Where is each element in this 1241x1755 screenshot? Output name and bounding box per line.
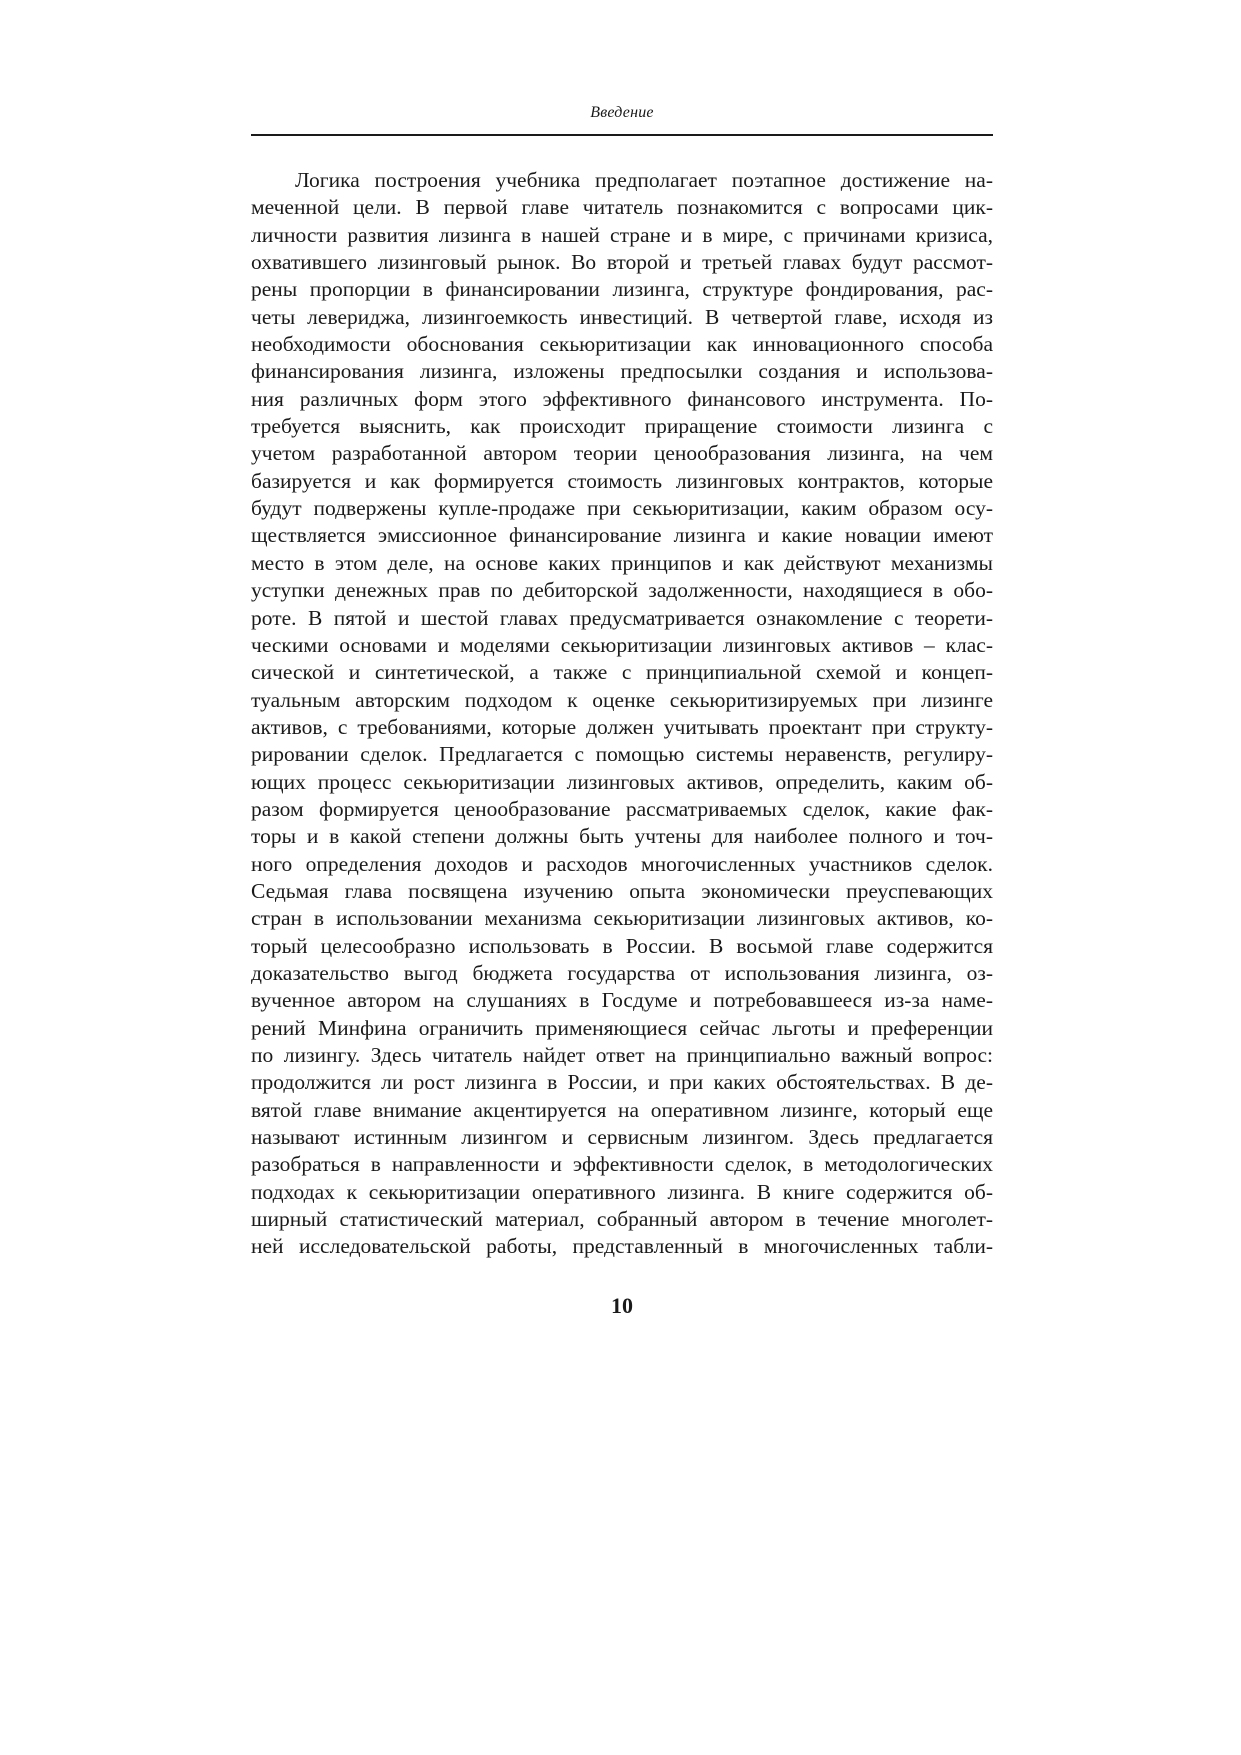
text-line: называют истинным лизингом и сервисным лизингом. Здесь предлагается <box>251 1125 993 1150</box>
text-line: активов, с требованиями, которые должен учитывать проектант при структу- <box>251 714 993 739</box>
text-line: разом формируется ценообразование рассматриваемых сделок, какие фак- <box>251 796 993 821</box>
text-line: ного определения доходов и расходов многочисленных участников сделок. <box>251 851 993 876</box>
text-line: Седьмая глава посвящена изучению опыта экономически преуспевающих <box>251 878 993 903</box>
text-line: торы и в какой степени должны быть учтены для наиболее полного и точ- <box>251 824 993 849</box>
text-line: ческими основами и моделями секьюритизации лизинговых активов – клас- <box>251 632 993 657</box>
text-line: личности развития лизинга в нашей стране и в мире, с причинами кризиса, <box>251 222 993 247</box>
text-line: учетом разработанной автором теории ценообразования лизинга, на чем <box>251 441 993 466</box>
text-line: необходимости обоснования секьюритизации как инновационного способа <box>251 332 993 357</box>
text-line: требуется выяснить, как происходит приращение стоимости лизинга с <box>251 414 993 439</box>
text-line: место в этом деле, на основе каких принципов и как действуют механизмы <box>251 550 993 575</box>
text-line: вятой главе внимание акцентируется на оперативном лизинге, который еще <box>251 1097 993 1122</box>
text-line: уступки денежных прав по дебиторской задолженности, находящиеся в обо- <box>251 578 993 603</box>
text-line: финансирования лизинга, изложены предпосылки создания и использова- <box>251 359 993 384</box>
text-line: доказательство выгод бюджета государства от использования лизинга, оз- <box>251 960 993 985</box>
text-line: роте. В пятой и шестой главах предусматривается ознакомление с теорети- <box>251 605 993 630</box>
text-line: вученное автором на слушаниях в Госдуме и потребовавшееся из-за наме- <box>251 988 993 1013</box>
text-line: ществляется эмиссионное финансирование лизинга и какие новации имеют <box>251 523 993 548</box>
text-line: сической и синтетической, а также с принципиальной схемой и концеп- <box>251 660 993 685</box>
text-line: базируется и как формируется стоимость лизинговых контрактов, которые <box>251 468 993 493</box>
text-line: меченной цели. В первой главе читатель познакомится с вопросами цик- <box>251 195 993 220</box>
text-line: рены пропорции в финансировании лизинга, структуре фондирования, рас- <box>251 277 993 302</box>
text-line: Логика построения учебника предполагает поэтапное достижение на- <box>295 168 993 192</box>
text-line: стран в использовании механизма секьюритизации лизинговых активов, ко- <box>251 906 993 931</box>
text-line: ния различных форм этого эффективного финансового инструмента. По- <box>251 386 993 411</box>
text-line: по лизингу. Здесь читатель найдет ответ на принципиально важный вопрос: <box>251 1043 993 1067</box>
running-head-title: Введение <box>590 104 654 121</box>
body-paragraph <box>251 167 993 1261</box>
text-line: ней исследовательской работы, представленный в многочисленных табли- <box>251 1234 993 1259</box>
text-line: будут подвержены купле-продаже при секьюритизации, каким образом осу- <box>251 496 993 521</box>
book-page <box>251 0 993 1755</box>
text-line: подходах к секьюритизации оперативного лизинга. В книге содержится об- <box>251 1179 993 1204</box>
header-rule <box>251 134 993 136</box>
text-line: рений Минфина ограничить применяющиеся сейчас льготы и преференции <box>251 1015 993 1040</box>
text-line: четы левериджа, лизингоемкость инвестиций. В четвертой главе, исходя из <box>251 304 993 329</box>
text-line: охватившего лизинговый рынок. Во второй и третьей главах будут рассмот- <box>251 250 993 275</box>
text-line: ющих процесс секьюритизации лизинговых активов, определить, каким об- <box>251 769 993 794</box>
text-line: рировании сделок. Предлагается с помощью системы неравенств, регулиру- <box>251 742 993 767</box>
text-line: продолжится ли рост лизинга в России, и при каких обстоятельствах. В де- <box>251 1070 993 1095</box>
page-number: 10 <box>611 1293 633 1318</box>
text-line: туальным авторским подходом к оценке секьюритизируемых при лизинге <box>251 687 993 712</box>
text-line: ширный статистический материал, собранный автором в течение многолет- <box>251 1207 993 1232</box>
text-line: разобраться в направленности и эффективности сделок, в методологических <box>251 1152 993 1177</box>
text-line: торый целесообразно использовать в России. В восьмой главе содержится <box>251 933 993 958</box>
